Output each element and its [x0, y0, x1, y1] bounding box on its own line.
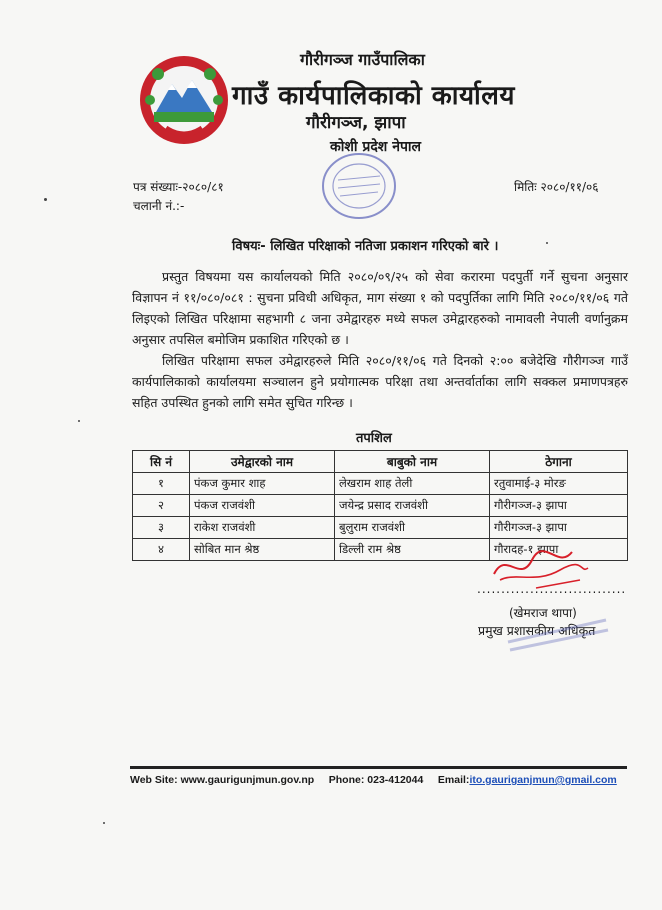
col-father-name: बाबुको नाम [335, 451, 490, 473]
cell-father: लेखराम शाह तेली [335, 473, 490, 495]
designation-stamp [500, 612, 615, 654]
province-name: कोशी प्रदेश नेपाल [330, 139, 422, 155]
office-title: गाउँ कार्यपालिकाको कार्यालय [232, 81, 515, 111]
table-header-row [133, 451, 628, 473]
nepal-emblem-logo [136, 50, 232, 148]
letter-subject: विषयः- लिखित परिक्षाको नतिजा प्रकाशन गरिएको बारे । [232, 239, 499, 254]
reference-number: पत्र संख्याः-२०८०/८१ [133, 180, 224, 194]
table-row [133, 495, 628, 517]
cell-serial: १ [133, 473, 190, 495]
cell-candidate: सोबित मान श्रेष्ठ [190, 539, 335, 561]
municipality-name: गौरीगञ्ज गाउँपालिका [300, 50, 425, 69]
email-label: Email: [437, 774, 470, 786]
cell-candidate: पंकज राजवंशी [190, 495, 335, 517]
col-address: ठेगाना [490, 451, 628, 473]
cell-father: डिल्ली राम श्रेष्ठ [335, 539, 490, 561]
website-text: www.gaurigunjmun.gov.np [180, 774, 315, 786]
body-paragraph-2: लिखित परिक्षामा सफल उमेद्वारहरुले मिति २०८०/११/०६ गते दिनको २:०० बजेदेखि गौरीगञ्ज गाउँ कार्यपालिकाको कार्यालयमा सञ्चालन हुने प्रयोगात्मक परिक्षा तथा अन्तर्वार्ताका लागि सक्कल प्रमाणपत्रहरु सहित उपस्थित हुनको लागि समेत सुचित गरिन्छ । [132, 353, 628, 410]
scan-speck [103, 822, 105, 824]
cell-candidate: पंकज कुमार शाह [190, 473, 335, 495]
office-location: गौरीगञ्ज, झापा [306, 113, 406, 133]
col-serial: सि नं [133, 451, 190, 473]
cell-serial: ४ [133, 539, 190, 561]
table-title: तपशिल [356, 431, 392, 446]
cell-serial: २ [133, 495, 190, 517]
cell-father: जयेन्द्र प्रसाद राजवंशी [335, 495, 490, 517]
scan-speck [546, 242, 548, 244]
cell-address: गौरादह-१ झापा [490, 539, 628, 561]
phone-text: 023-412044 [367, 774, 424, 786]
scan-speck [78, 420, 80, 422]
scan-speck [44, 198, 47, 201]
email-link[interactable]: ito.gauriganjmun@gmail.com [469, 774, 617, 786]
signatory-title: प्रमुख प्रशासकीय अधिकृत [478, 623, 596, 638]
website-label: Web Site: [130, 774, 178, 786]
cell-address: रतुवामाई-३ मोरङ [490, 473, 628, 495]
dispatch-number: चलानी नं.:- [133, 199, 185, 213]
cell-address: गौरीगञ्ज-३ झापा [490, 517, 628, 539]
table-row [133, 517, 628, 539]
phone-label: Phone: [328, 774, 365, 786]
col-candidate-name: उमेद्वारको नाम [190, 451, 335, 473]
cell-candidate: राकेश राजवंशी [190, 517, 335, 539]
table-row [133, 473, 628, 495]
cell-father: बुलुराम राजवंशी [335, 517, 490, 539]
body-paragraph-1: प्रस्तुत विषयमा यस कार्यालयको मिति २०८०/०९/२५ को सेवा करारमा पदपुर्ती गर्ने सुचना अनुसार विज्ञापन नं ११/०८०/०८१ : सुचना प्रविधी अधिकृत, माग संख्या १ को पदपुर्तिका लागि मिति २०८०/११/०६ गते लिइएको लिखित परिक्षामा सहभागी ८ जना उमेद्वारहरु मध्ये सफल उमेद्वारहरुको नामावली नेपाली वर्णानुक्रम अनुसार तपसिल बमोजिम प्रकाशित गरिएको छ । [132, 269, 628, 347]
cell-serial: ३ [133, 517, 190, 539]
signature-dotted-line: ............................... [477, 582, 627, 596]
cell-address: गौरीगञ्ज-३ झापा [490, 495, 628, 517]
signatory-name: (खेमराज थापा) [509, 606, 577, 620]
office-seal-stamp [318, 150, 400, 222]
letter-date: मितिः २०८०/११/०६ [514, 180, 599, 194]
footer-contact [130, 774, 617, 786]
footer-divider [130, 766, 627, 769]
